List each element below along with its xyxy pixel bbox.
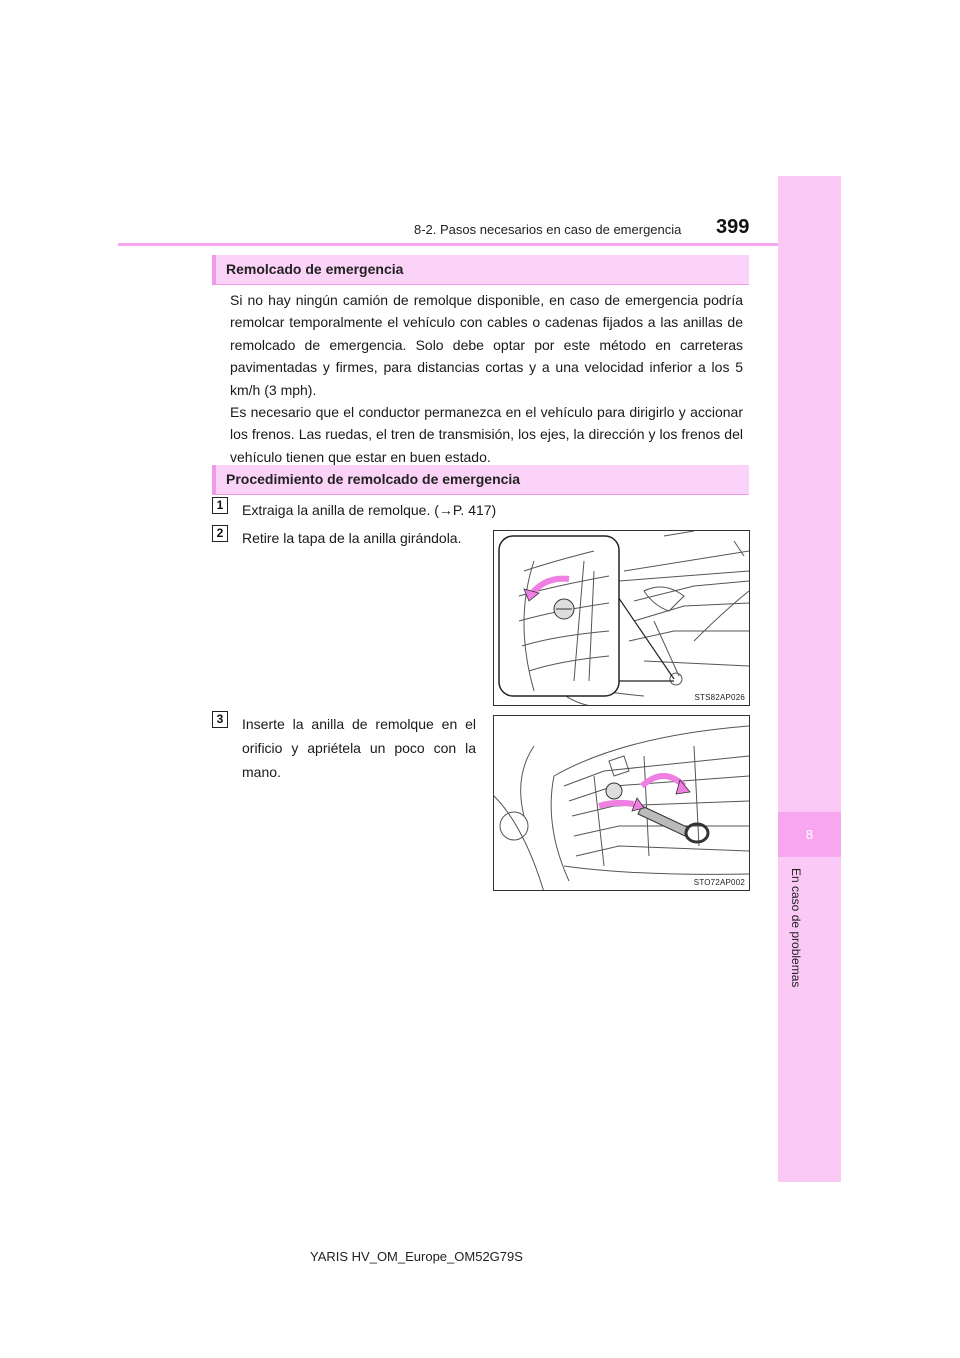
paragraph: Si no hay ningún camión de remolque disponible, en caso de emergencia podría remolcar temporalmente el vehículo con cables o cadenas fijados a las anillas de remolcado de emergencia. Solo debe optar por este método en carreteras pavimentadas y firmes, para distancias cortas y a una velocidad inferior a los 5 km/h (3 mph). xyxy=(230,292,743,398)
section-heading-emergency-towing xyxy=(212,255,749,285)
paragraph: Es necesario que el conductor permanezca en el vehículo para dirigirlo y accionar los frenos. Las ruedas, el tren de transmisión, los ejes, la dirección y los frenos del vehículo tienen que estar en buen estado. xyxy=(230,404,743,465)
figure-code: STO72AP002 xyxy=(693,878,745,887)
step-number-badge: 3 xyxy=(212,711,228,728)
step-text: Inserte la anilla de remolque en el orificio y apriétela un poco con la mano. xyxy=(242,716,476,780)
page-number: 399 xyxy=(716,216,750,238)
section-title: Procedimiento de remolcado de emergencia xyxy=(226,471,521,487)
bumper-cap-illustration xyxy=(494,531,750,706)
section-title: Remolcado de emergencia xyxy=(226,261,404,277)
figure-remove-cap xyxy=(493,530,750,706)
section-body xyxy=(230,289,743,468)
chapter-side-tab xyxy=(778,176,841,1182)
chapter-number: 8 xyxy=(805,827,814,842)
chapter-side-label: En caso de problemas xyxy=(789,868,803,988)
figure-code: STS82AP026 xyxy=(694,693,745,702)
header-rule xyxy=(118,243,778,246)
tow-ring-illustration xyxy=(494,716,750,891)
section-heading-towing-procedure xyxy=(212,465,749,495)
step-number-badge: 2 xyxy=(212,525,228,542)
chapter-title: 8-2. Pasos necesarios en caso de emergencia xyxy=(414,222,682,237)
step-number-badge: 1 xyxy=(212,497,228,514)
step-text: Retire la tapa de la anilla girándola. xyxy=(242,530,462,546)
document-id: YARIS HV_OM_Europe_OM52G79S xyxy=(310,1249,523,1264)
figure-insert-ring xyxy=(493,715,750,891)
chapter-number-tab xyxy=(778,812,841,857)
step-text: Extraiga la anilla de remolque. (→P. 417) xyxy=(242,502,497,518)
